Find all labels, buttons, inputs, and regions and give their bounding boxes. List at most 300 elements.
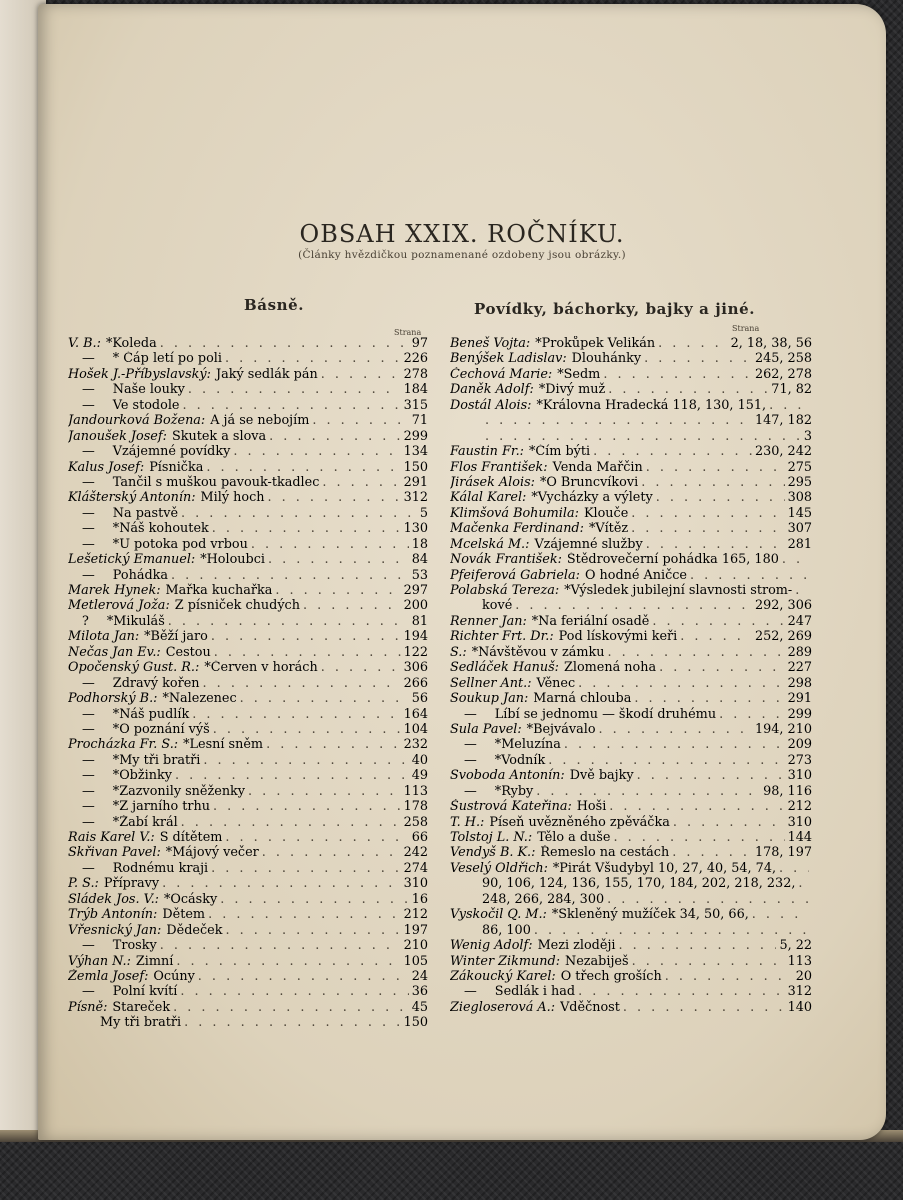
leader-dots — [212, 521, 401, 536]
entry-page: 20 — [795, 968, 812, 984]
entry-author: Jandourková Božena: — [68, 413, 206, 429]
entry-page: 310 — [787, 814, 812, 830]
entry-author: Polabská Tereza: — [450, 583, 560, 598]
entry-title: Líbí se jednomu — škodí druhému — [494, 706, 717, 722]
entry-author: — — [82, 814, 95, 830]
entry-title: *Bejvávalo — [526, 721, 596, 737]
entry-title: Milý hoch — [200, 490, 265, 506]
entry-author: Kálal Karel: — [450, 490, 527, 506]
entry-author: — — [82, 474, 95, 490]
entry-title: O hodné Aničce — [584, 567, 688, 583]
entry-page: 134 — [403, 444, 428, 460]
entry-page: 2, 18, 38, 56 — [730, 336, 812, 351]
entry-page: 289 — [787, 644, 812, 660]
entry-page: 144 — [787, 830, 812, 845]
entry-author: — — [82, 505, 95, 521]
entry-page: 212 — [787, 799, 812, 815]
entry-page: 308 — [787, 490, 812, 506]
toc-entry — [450, 1000, 812, 1015]
entry-page: 150 — [403, 459, 428, 475]
entry-title: O třech groších — [560, 968, 662, 984]
entry-title: *O Bruncvíkovi — [539, 474, 639, 490]
toc-entry — [68, 722, 428, 737]
entry-page: 178, 197 — [755, 845, 812, 861]
left-column-heading: Básně. — [244, 296, 305, 314]
entry-author: — — [82, 382, 95, 398]
leader-dots — [160, 938, 401, 953]
leader-dots — [485, 429, 801, 444]
entry-author: Sládek Jos. V.: — [68, 891, 159, 907]
entry-page: 245, 258 — [755, 351, 812, 367]
entry-page: 295 — [787, 474, 812, 490]
leader-dots — [613, 830, 784, 845]
leader-dots — [198, 969, 409, 984]
leader-dots — [515, 598, 752, 613]
entry-author: Renner Jan: — [450, 613, 527, 629]
entry-author: Podhorský B.: — [68, 691, 158, 707]
entry-page: 252, 269 — [755, 629, 812, 645]
entry-page: 227 — [787, 660, 812, 676]
toc-entry — [450, 676, 812, 691]
toc-entry — [68, 768, 428, 783]
entry-author: Beneš Vojta: — [450, 336, 531, 351]
entry-author: Skřivan Pavel: — [68, 845, 161, 861]
leader-dots — [175, 768, 409, 783]
toc-entry — [450, 429, 812, 444]
toc-entry — [68, 660, 428, 675]
entry-page: 178 — [403, 799, 428, 815]
entry-page: 105 — [403, 953, 428, 969]
entry-author: Richter Frt. Dr.: — [450, 629, 554, 645]
leader-dots — [795, 583, 809, 598]
toc-entry — [68, 398, 428, 413]
toc-entry — [450, 475, 812, 490]
toc-entry — [450, 598, 812, 613]
leader-dots — [208, 907, 401, 922]
leader-dots — [658, 336, 727, 351]
leader-dots — [240, 691, 409, 706]
entry-title: Písnička — [149, 459, 204, 475]
entry-author: Trýb Antonín: — [68, 907, 158, 923]
entry-title: Pohádka — [112, 567, 169, 583]
toc-entry — [68, 954, 428, 969]
leader-dots — [632, 954, 785, 969]
entry-page: 36 — [411, 984, 428, 1000]
entry-title: *Zazvonily sněženky — [112, 783, 246, 799]
leader-dots — [798, 876, 809, 891]
toc-entry — [450, 938, 812, 953]
toc-entry — [450, 398, 812, 413]
leader-dots — [646, 460, 785, 475]
toc-entry — [450, 367, 812, 382]
entry-page: 49 — [411, 768, 428, 784]
entry-title: Přípravy — [103, 876, 160, 892]
leader-dots — [485, 413, 752, 428]
entry-title: Dlouhánky — [571, 351, 642, 367]
entry-author: — — [464, 752, 477, 768]
entry-title: *Koleda — [105, 336, 157, 351]
entry-author: Pfeiferová Gabriela: — [450, 567, 580, 583]
entry-title: Řemeslo na cestách — [540, 845, 670, 861]
entry-author: — — [82, 521, 95, 537]
entry-author: Jirásek Alois: — [450, 474, 535, 490]
entry-page: 226 — [403, 351, 428, 367]
leader-dots — [564, 737, 785, 752]
leader-dots — [248, 784, 401, 799]
entry-page: 194 — [403, 629, 428, 645]
entry-page: 212 — [403, 907, 428, 923]
entry-title: *Vodník — [494, 752, 546, 768]
entry-page: 56 — [411, 691, 428, 707]
page-subtitle: (Články hvězdičkou poznamenané ozdobeny jsou obrázky.) — [298, 249, 626, 261]
leader-dots — [206, 460, 400, 475]
entry-title: *Vycházky a výlety — [531, 490, 653, 506]
entry-author: V. B.: — [68, 336, 101, 351]
entry-title: A já se nebojím — [210, 413, 310, 429]
entry-title: *Z jarního trhu — [112, 799, 210, 815]
leader-dots — [641, 475, 784, 490]
entry-author: Svoboda Antonín: — [450, 768, 565, 784]
entry-title: *Májový večer — [165, 845, 259, 861]
entry-author: — — [82, 938, 95, 954]
entry-title: Venda Mařčin — [552, 459, 643, 475]
toc-entry — [68, 537, 428, 552]
entry-page: 232 — [403, 737, 428, 753]
toc-entry — [68, 707, 428, 722]
entry-author: Janoušek Josef: — [68, 428, 167, 444]
entry-title: *Vítěz — [588, 521, 629, 537]
entry-author: — — [82, 752, 95, 768]
leader-dots — [631, 506, 784, 521]
leader-dots — [321, 660, 401, 675]
toc-entry — [68, 1000, 428, 1015]
leader-dots — [619, 938, 777, 953]
toc-entry — [450, 691, 812, 706]
leader-dots — [607, 892, 809, 907]
toc-entry — [450, 629, 812, 644]
toc-entry — [450, 707, 812, 722]
leader-dots — [214, 645, 401, 660]
leader-dots — [181, 815, 401, 830]
leader-dots — [719, 707, 785, 722]
entry-page: 299 — [787, 706, 812, 722]
entry-author: Lešetický Emanuel: — [68, 552, 196, 568]
entry-page: 247 — [787, 613, 812, 629]
entry-page: 140 — [787, 999, 812, 1015]
toc-entry — [68, 861, 428, 876]
entry-title: Trosky — [112, 938, 157, 954]
entry-page: 298 — [787, 675, 812, 691]
leader-dots — [578, 676, 784, 691]
leader-dots — [321, 367, 401, 382]
entry-title: My tři bratři — [100, 1015, 182, 1031]
entry-title: Naše louky — [112, 382, 185, 398]
leader-dots — [213, 722, 401, 737]
entry-author: T. H.: — [450, 814, 485, 830]
leader-dots — [184, 1015, 400, 1030]
entry-title: Pod lískovými keři — [558, 629, 678, 645]
entry-title: Z písniček chudých — [174, 598, 300, 614]
toc-entry — [450, 954, 812, 969]
toc-entry — [450, 815, 812, 830]
leader-dots — [262, 845, 401, 860]
entry-page: 145 — [787, 505, 812, 521]
entry-title: *Mikuláš — [106, 613, 165, 629]
entry-page: 113 — [787, 953, 812, 969]
toc-entry — [450, 583, 812, 598]
entry-author: Opočenský Gust. R.: — [68, 660, 200, 676]
leader-dots — [162, 876, 401, 891]
entry-page: 230, 242 — [755, 444, 812, 460]
toc-entry — [450, 382, 812, 397]
toc-entry — [68, 614, 428, 629]
entry-title: *Červen v horách — [204, 660, 318, 676]
entry-page: 194, 210 — [755, 721, 812, 737]
leader-dots — [769, 398, 809, 413]
entry-author: Hošek J.-Příbyslavský: — [68, 366, 211, 382]
entry-title: Tančil s muškou pavouk-tkadlec — [112, 474, 320, 490]
entry-page: 209 — [787, 737, 812, 753]
toc-entry — [450, 568, 812, 583]
entry-continuation: 90, 106, 124, 136, 155, 170, 184, 202, 218, 232, — [482, 876, 796, 892]
entry-author: Klimšová Bohumila: — [450, 505, 579, 521]
entry-title: *Sedm — [557, 366, 601, 382]
entry-page: 18 — [411, 536, 428, 552]
entry-author: — — [82, 721, 95, 737]
entry-title: *Obžinky — [112, 768, 172, 784]
entry-title: *Žabí král — [112, 814, 178, 830]
toc-entry — [68, 490, 428, 505]
toc-entry — [450, 768, 812, 783]
toc-entry — [450, 645, 812, 660]
entry-author: — — [464, 984, 477, 1000]
entry-page: 5, 22 — [779, 938, 812, 954]
toc-entry — [450, 799, 812, 814]
toc-entry — [450, 722, 812, 737]
leader-dots — [672, 845, 752, 860]
entry-author: — — [82, 444, 95, 460]
leader-dots — [646, 537, 785, 552]
entry-page: 104 — [403, 721, 428, 737]
entry-page: 310 — [787, 768, 812, 784]
leader-dots — [303, 598, 401, 613]
entry-page: 71 — [411, 413, 428, 429]
toc-entry — [68, 429, 428, 444]
leader-dots — [171, 568, 409, 583]
entry-page: 197 — [403, 922, 428, 938]
entry-author: ? — [82, 613, 89, 629]
toc-entry — [450, 753, 812, 768]
entry-author: — — [82, 860, 95, 876]
leader-dots — [779, 861, 809, 876]
entry-title: Stareček — [112, 999, 171, 1015]
entry-page: 258 — [403, 814, 428, 830]
entry-author: Zákoucký Karel: — [450, 968, 556, 984]
toc-entry — [450, 876, 812, 891]
page-title: OBSAH XXIX. ROČNÍKU. — [299, 220, 625, 249]
entry-page: 210 — [403, 938, 428, 954]
entry-page: 307 — [787, 521, 812, 537]
entry-title: *Návštěvou v zámku — [471, 644, 605, 660]
entry-page: 71, 82 — [771, 382, 812, 398]
entry-title: Ve stodole — [112, 397, 180, 413]
toc-entry — [68, 815, 428, 830]
leader-dots — [233, 444, 400, 459]
entry-author: Daněk Adolf: — [450, 382, 534, 398]
entry-title: Polní kvítí — [112, 984, 178, 1000]
toc-entry — [68, 367, 428, 382]
entry-title: *O poznání výš — [112, 721, 210, 737]
entry-title: Věnec — [536, 675, 576, 691]
entry-author: Milota Jan: — [68, 629, 140, 645]
toc-entry — [450, 460, 812, 475]
toc-entry — [68, 1015, 428, 1030]
toc-entry — [68, 845, 428, 860]
toc-entry — [450, 521, 812, 536]
right-page-label: Strana — [732, 324, 760, 333]
entry-page: 262, 278 — [755, 366, 812, 382]
toc-entry — [68, 938, 428, 953]
entry-title: Dětem — [162, 907, 206, 923]
entry-title: S dítětem — [159, 830, 223, 845]
entry-page: 84 — [411, 552, 428, 568]
leader-dots — [782, 552, 809, 567]
entry-title: *Čím býti — [528, 444, 591, 460]
entry-page: 310 — [403, 876, 428, 892]
entry-author: Kalus Josef: — [68, 459, 145, 475]
entry-page: 184 — [403, 382, 428, 398]
entry-title: Štědrovečerní pohádka 165, 180 — [566, 552, 779, 568]
entry-continuation: 86, 100 — [482, 922, 531, 938]
entry-author: — — [82, 567, 95, 583]
right-column-heading: Povídky, báchorky, bajky a jiné. — [474, 300, 756, 318]
toc-entry — [450, 845, 812, 860]
leader-dots — [268, 552, 409, 567]
entry-title: Sedlák i had — [494, 984, 576, 1000]
toc-entry — [68, 568, 428, 583]
entry-title: *Lesní sněm — [183, 737, 264, 753]
entry-author: — — [464, 737, 477, 753]
leader-dots — [168, 614, 409, 629]
toc-entry — [68, 598, 428, 613]
toc-entry — [68, 984, 428, 999]
toc-entry — [68, 753, 428, 768]
entry-title: *Skleněný mužíček 34, 50, 66, — [551, 907, 749, 923]
entry-author: Benýšek Ladislav: — [450, 351, 567, 367]
entry-title: Ocúny — [153, 968, 195, 984]
entry-author: — — [82, 675, 95, 691]
entry-page: 40 — [411, 752, 428, 768]
entry-title: Zdravý kořen — [112, 675, 200, 691]
entry-title: Zimní — [135, 953, 174, 969]
toc-entry — [450, 660, 812, 675]
entry-author: Veselý Oldřich: — [450, 860, 548, 876]
entry-author: — — [82, 706, 95, 722]
entry-page: 113 — [403, 783, 428, 799]
entry-title: Rodnému kraji — [112, 860, 209, 876]
leader-dots — [534, 923, 809, 938]
entry-author: Mcelská M.: — [450, 536, 530, 552]
leader-dots — [599, 722, 752, 737]
leader-dots — [211, 629, 401, 644]
entry-page: 164 — [403, 706, 428, 722]
toc-entry — [68, 969, 428, 984]
entry-author: Žemla Josef: — [68, 968, 149, 984]
toc-entry — [68, 737, 428, 752]
entry-author: Rais Karel V.: — [68, 830, 155, 845]
toc-entry — [68, 676, 428, 691]
entry-author: — — [82, 397, 95, 413]
leader-dots — [593, 444, 752, 459]
toc-entry — [450, 923, 812, 938]
toc-entry — [68, 460, 428, 475]
entry-page: 16 — [411, 891, 428, 907]
toc-entry — [68, 552, 428, 567]
entry-page: 312 — [403, 490, 428, 506]
toc-entry — [450, 506, 812, 521]
entry-title: *Pirát Všudybyl 10, 27, 40, 54, 74, — [552, 860, 777, 876]
entry-page: 53 — [411, 567, 428, 583]
leader-dots — [180, 984, 408, 999]
leader-dots — [225, 351, 401, 366]
leader-dots — [665, 969, 793, 984]
toc-entry — [450, 969, 812, 984]
entry-title: Klouče — [583, 505, 629, 521]
entry-page: 81 — [411, 613, 428, 629]
entry-page: 297 — [403, 583, 428, 598]
entry-author: Nečas Jan Ev.: — [68, 644, 161, 660]
entry-page: 98, 116 — [763, 783, 812, 799]
leader-dots — [608, 382, 768, 397]
leader-dots — [225, 830, 408, 845]
leader-dots — [690, 568, 809, 583]
entry-author: Novák František: — [450, 552, 562, 568]
leader-dots — [631, 521, 784, 536]
leader-dots — [656, 490, 785, 505]
leader-dots — [160, 336, 409, 351]
toc-entry — [450, 490, 812, 505]
poems-list — [68, 336, 428, 1031]
entry-title: *Náš kohoutek — [112, 521, 209, 537]
entry-author: Sedláček Hanuš: — [450, 660, 559, 676]
entry-page: 291 — [403, 474, 428, 490]
toc-entry — [68, 475, 428, 490]
entry-title: Dědeček — [166, 922, 223, 938]
entry-title: Mařka kuchařka — [165, 583, 273, 598]
toc-entry — [450, 907, 812, 922]
entry-author: Procházka Fr. S.: — [68, 737, 179, 753]
leader-dots — [211, 861, 400, 876]
entry-title: *Královna Hradecká 118, 130, 151, — [536, 397, 767, 413]
toc-entry — [450, 737, 812, 752]
entry-title: *Meluzína — [494, 737, 561, 753]
entry-title: *My tři bratři — [112, 752, 201, 768]
entry-title: *Výsledek jubilejní slavnosti strom- — [564, 583, 793, 598]
leader-dots — [673, 815, 785, 830]
leader-dots — [578, 984, 784, 999]
entry-title: Píseň uvězněného zpěváčka — [489, 814, 670, 830]
toc-entry — [68, 923, 428, 938]
leader-dots — [267, 490, 400, 505]
toc-entry — [450, 784, 812, 799]
entry-page: 315 — [403, 397, 428, 413]
entry-title: *U potoka pod vrbou — [112, 536, 248, 552]
entry-page: 150 — [403, 1015, 428, 1031]
leader-dots — [644, 351, 752, 366]
entry-page: 122 — [403, 644, 428, 660]
entry-author: Dostál Alois: — [450, 397, 532, 413]
entry-author: Soukup Jan: — [450, 691, 529, 707]
